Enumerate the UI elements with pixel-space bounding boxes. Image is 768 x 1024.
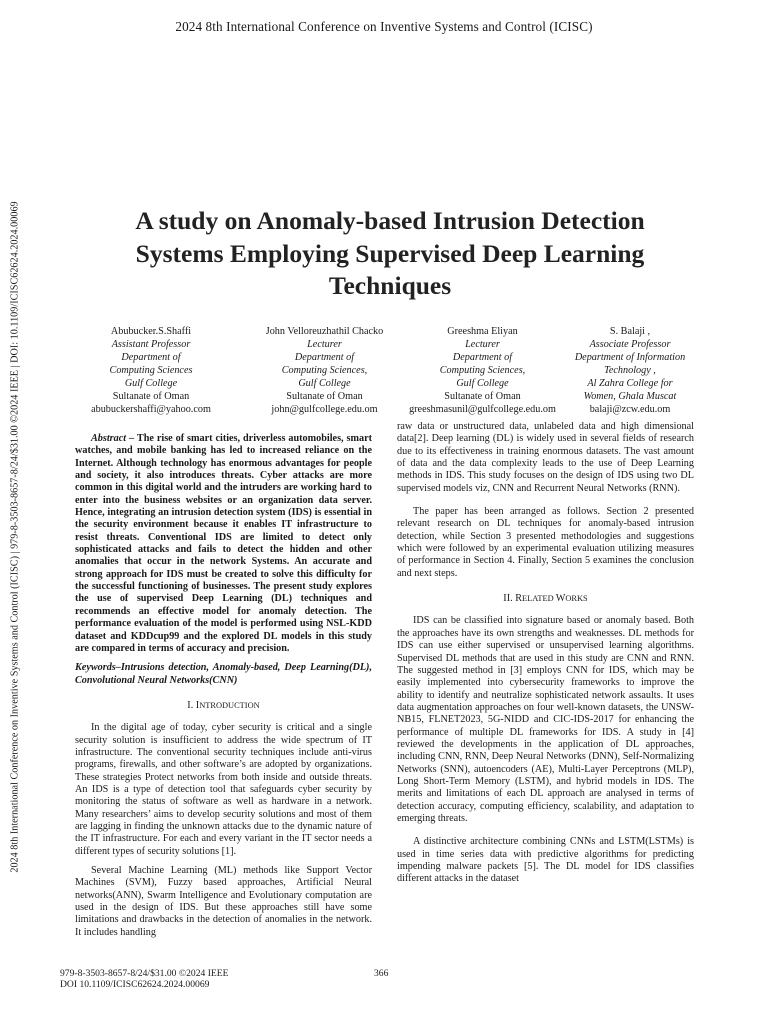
author-dept: Gulf College	[456, 378, 509, 389]
intro-continuation: raw data or unstructured data, unlabeled data and high dimensional data[2]. Deep learning (DL) is widely used in several fields of research due to its effectiveness in training enormous datasets. The vast amount of data and the data complexity leads to the use of Deep Learning methods in IDS. This study focuses on the design of IDS using two DL supervised models viz, CNN and Recurrent Neural Networks (RNN).	[397, 421, 694, 494]
intro-paragraph-2: Several Machine Learning (ML) methods like Support Vector Machines (SVM), Fuzzy based approaches, Artificial Neural networks(ANN), Swarm Intelligence and Evolutionary computation are used in the design of IDS. But these approaches still have some limitations and drawbacks in the detection of anomalies in the network. It includes handling	[75, 865, 372, 938]
author-dept: Department of	[121, 352, 181, 363]
author-email[interactable]: greeshmasunil@gulfcollege.edu.om	[409, 404, 556, 415]
author-dept: Al Zahra College for	[587, 378, 673, 389]
author-name: John Velloreuzhathil Chacko	[265, 326, 384, 337]
footer-doi: DOI 10.1109/ICISC62624.2024.00069	[60, 979, 210, 990]
footer-copyright	[60, 968, 229, 990]
author-name: Greeshma Eliyan	[447, 326, 518, 337]
author-dept: Department of Information	[574, 352, 686, 363]
author-1	[72, 325, 230, 416]
section-number: II.	[503, 593, 516, 605]
conference-header: 2024 8th International Conference on Inventive Systems and Control (ICISC)	[175, 19, 593, 34]
keywords: Keywords–Intrusions detection, Anomaly-based, Deep Learning(DL), Convolutional Neural Networks(CNN)	[75, 662, 372, 686]
section-number: I.	[187, 699, 196, 711]
abstract-text: – The rise of smart cities, driverless automobiles, smart watches, and mobile banking has led to increased reliance on the Internet. Although technology has enormous advantages for people and society, it also introduces threats. Cyber attacks are more common in this digital world and the intruders are working hard to enter into the business websites or an organization data server. Hence, integrating an intrusion detection system (IDS) is essential in the security environment because it enables IT infrastructure to resist threats. Conventional IDS are limited to detect only sophisticated attacks and fails to detect the hidden and other anomalies that occur in the network Systems. An accurate and strong approach for IDS must be created to solve this difficulty for the successful functioning of businesses. The present study explores the use of supervised Deep Learning (DL) techniques and recommends an effective model for anomaly detection. The performance evaluation of the model is performed using NSL-KDD dataset and KDDcup99 and the explored DL models in this study are compared in terms of accuracy and precision.	[75, 433, 372, 654]
author-country: Sultanate of Oman	[286, 391, 363, 402]
section-title-initial: I	[195, 699, 200, 711]
author-dept: Computing Sciences	[109, 365, 193, 376]
section-title-part: ORKS	[565, 594, 588, 604]
related-works-paragraph-2: A distinctive architecture combining CNNs and LSTM(LSTMs) is used in time series data with predictive algorithms for predicting impending malware packets [5]. The DL model for IDS classifies different attacks in the dataset	[397, 836, 694, 885]
author-dept: Technology ,	[604, 365, 656, 376]
section-heading-introduction	[75, 700, 372, 712]
author-2	[242, 325, 407, 416]
side-citation-text: 2024 8th International Conference on Inventive Systems and Control (ICISC) | 979-8-3503-8657-8/24/$31.00 ©2024 IEEE | DOI: 10.1109/ICISC62624.2024.00069	[9, 201, 21, 873]
author-dept: Computing Sciences,	[281, 365, 368, 376]
author-dept: Computing Sciences,	[439, 365, 526, 376]
paper-organization-paragraph: The paper has been arranged as follows. Section 2 presented relevant research on DL techniques for anomaly-based intrusion detection, while Section 3 presented methodologies and suggestions which were followed by an experimental evaluation utilizing measures of performance in Section 4. Finally, Section 5 examines the conclusion and next steps.	[397, 506, 694, 579]
abstract	[75, 433, 372, 655]
author-dept: Gulf College	[124, 378, 178, 389]
author-country: Sultanate of Oman	[444, 391, 521, 402]
author-email[interactable]: abubuckershaffi@yahoo.com	[91, 404, 211, 415]
section-heading-related-works	[397, 593, 694, 605]
author-4	[560, 325, 700, 416]
paper-title: A study on Anomaly-based Intrusion Detection Systems Employing Supervised Deep Learning Techniques	[135, 206, 645, 301]
author-dept: Women, Ghala Muscat	[583, 391, 677, 402]
section-title-initial: R	[515, 593, 522, 605]
abstract-label: Abstract	[91, 433, 127, 444]
author-name: S. Balaji ,	[609, 326, 651, 337]
author-3	[390, 325, 575, 416]
related-works-paragraph-1: IDS can be classified into signature based or anomaly based. Both the approaches have its own strengths and weaknesses. DL methods for IDS can use either supervised or unsupervised learning algorithms. Supervised DL methods that are used in this study are CNN and RNN. The suggested method in [3] employs CNN for IDS, which may be easily implemented into cybersecurity frameworks to improve the ability to identify and neutralize sophisticated network assaults. It uses data augmentation approaches on four well-known datasets, the UNSW-NB15, FLNET2023, 5G-NIDD and CIC-IDS-2017 for enhancing the performance of multiple DL frameworks for IDS. A study in [4] reviewed the developments in the application of DL approaches, including CNN, RNN, Deep Neural Networks (DNN), Self-Normalizing Networks (SNN), autoencoders (AE), Multi-Layer Perceptrons (MLP), Long Short-Term Memory (LSTM), and hybrid models in IDS. The merits and limitations of each DL approach are analysed in terms of detection accuracy, computing efficiency, scalability, and adaptation to emerging threats.	[397, 615, 694, 824]
author-email[interactable]: john@gulfcollege.edu.om	[271, 404, 378, 415]
author-role: Lecturer	[465, 339, 500, 350]
intro-paragraph-1: In the digital age of today, cyber security is critical and a single security solution is insufficient to address the wide spectrum of IT infrastructure. The conventional security techniques include anti-virus programs, firewalls, and other software’s are adopted by organizations. These strategies Protect networks from both inside and outside threats. An IDS is a type of detection tool that safeguards cyber security by monitoring the status of software as well as hardware in a network. Many researchers’ aims to develop security solutions and most of them are lagging in finding the unknown attacks due to the dynamic nature of the IT infrastructure. For each and every variant in the IT sector needs a different types of security solutions [1].	[75, 722, 372, 857]
author-country: Sultanate of Oman	[112, 391, 190, 402]
section-title-rest: NTRODUCTION	[199, 700, 260, 710]
section-title-part: ELATED	[521, 594, 556, 604]
right-column	[397, 421, 694, 893]
author-dept: Gulf College	[298, 378, 351, 389]
author-role: Assistant Professor	[111, 339, 191, 350]
author-dept: Department of	[294, 352, 355, 363]
author-email[interactable]: balaji@zcw.edu.om	[589, 404, 671, 415]
footer-isbn: 979-8-3503-8657-8/24/$31.00 ©2024 IEEE	[60, 968, 229, 979]
author-role: Associate Professor	[589, 339, 671, 350]
left-column	[75, 433, 372, 946]
section-title-initial: W	[555, 593, 566, 605]
author-dept: Department of	[452, 352, 513, 363]
page-number: 366	[374, 968, 389, 979]
side-citation-strip	[5, 192, 25, 882]
author-name: Abubucker.S.Shaffi	[110, 326, 192, 337]
author-role: Lecturer	[307, 339, 342, 350]
